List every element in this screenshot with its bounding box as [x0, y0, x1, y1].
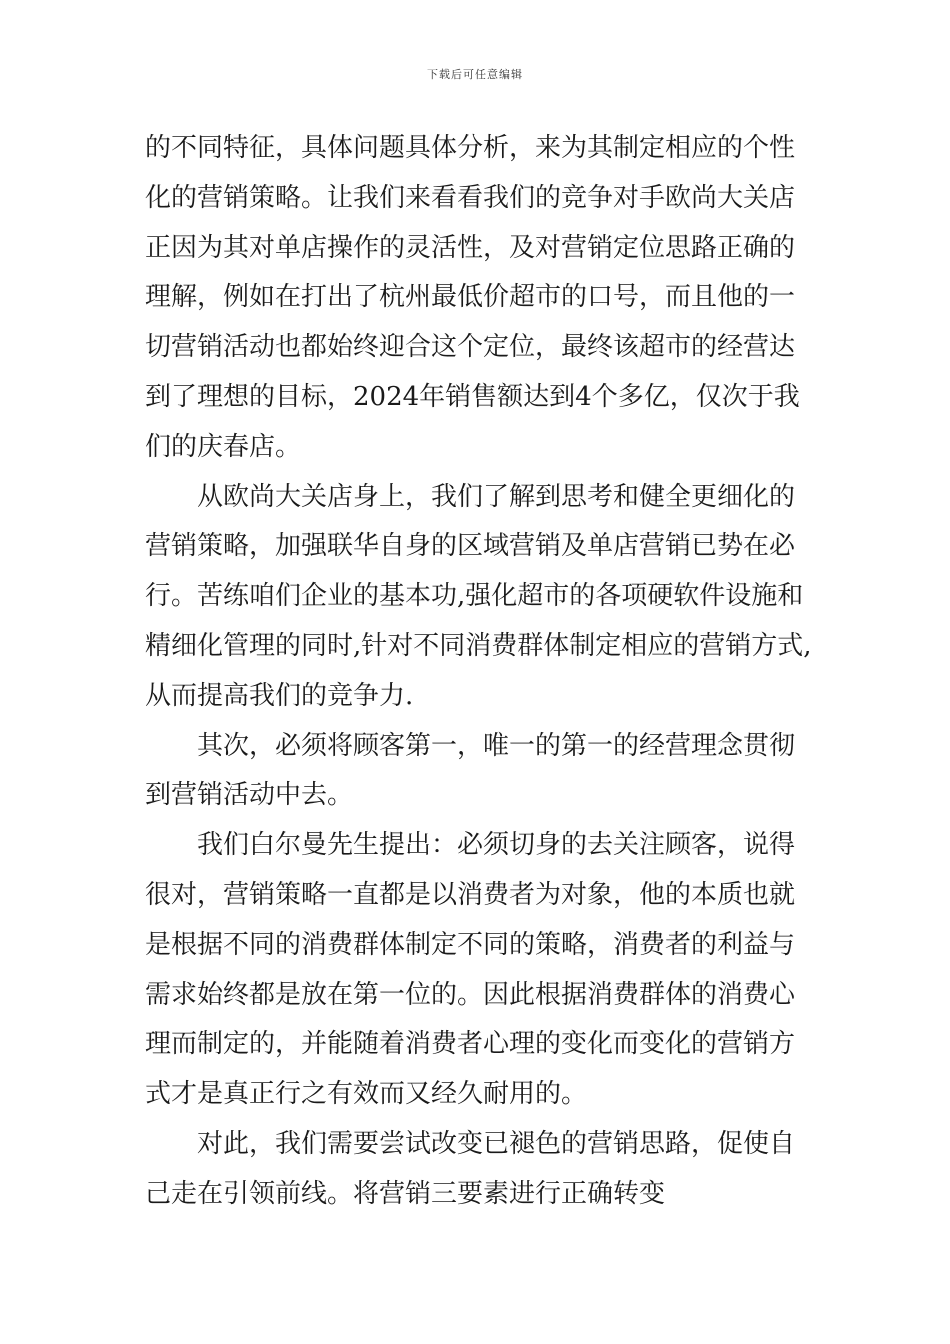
text-line: 是根据不同的消费群体制定不同的策略，消费者的利益与	[145, 929, 796, 960]
paragraph-4	[145, 821, 815, 1120]
text-line: 的不同特征，具体问题具体分析，来为其制定相应的个性	[145, 133, 796, 163]
paragraph-1	[145, 124, 815, 473]
text-line: 行。苦练咱们企业的基本功,强化超市的各项硬软件设施和	[145, 581, 804, 612]
text-line: 化的营销策略。让我们来看看我们的竞争对手欧尚大关店	[145, 182, 796, 213]
text-line: 营销策略，加强联华自身的区域营销及单店营销已势在必	[145, 531, 796, 562]
text-line-indented: 我们白尔曼先生提出：必须切身的去关注顾客，说得	[197, 830, 796, 861]
paragraph-5	[145, 1120, 815, 1220]
text-line: 需求始终都是放在第一位的。因此根据消费群体的消费心	[145, 979, 796, 1010]
text-line: 式才是真正行之有效而又经久耐用的。	[145, 1079, 588, 1110]
text-line-indented: 从欧尚大关店身上，我们了解到思考和健全更细化的	[197, 481, 796, 512]
text-line: 正因为其对单店操作的灵活性，及对营销定位思路正确的	[145, 232, 796, 263]
text-line: 理解，例如在打出了杭州最低价超市的口号，而且他的一	[145, 282, 796, 313]
text-line: 精细化管理的同时,针对不同消费群体制定相应的营销方式,	[145, 630, 812, 661]
text-line: 己走在引领前线。将营销三要素进行正确转变	[145, 1178, 666, 1209]
text-line: 到了理想的目标，2024年销售额达到4个多亿，仅次于我	[145, 381, 800, 412]
text-line-indented: 其次，必须将顾客第一，唯一的第一的经营理念贯彻	[197, 730, 796, 761]
text-line: 理而制定的，并能随着消费者心理的变化而变化的营销方	[145, 1029, 796, 1060]
text-line: 到营销活动中去。	[145, 780, 354, 811]
document-body	[145, 124, 815, 1220]
text-line: 切营销活动也都始终迎合这个定位，最终该超市的经营达	[145, 332, 796, 363]
paragraph-3	[145, 722, 815, 822]
text-line-indented: 对此，我们需要尝试改变已褪色的营销思路，促使自	[197, 1128, 796, 1159]
paragraph-2	[145, 473, 815, 722]
text-line: 很对，营销策略一直都是以消费者为对象，他的本质也就	[145, 879, 796, 910]
page-header: 下载后可任意编辑	[427, 68, 523, 81]
text-line: 们的庆春店。	[145, 431, 302, 462]
text-line: 从而提高我们的竞争力.	[145, 680, 414, 711]
